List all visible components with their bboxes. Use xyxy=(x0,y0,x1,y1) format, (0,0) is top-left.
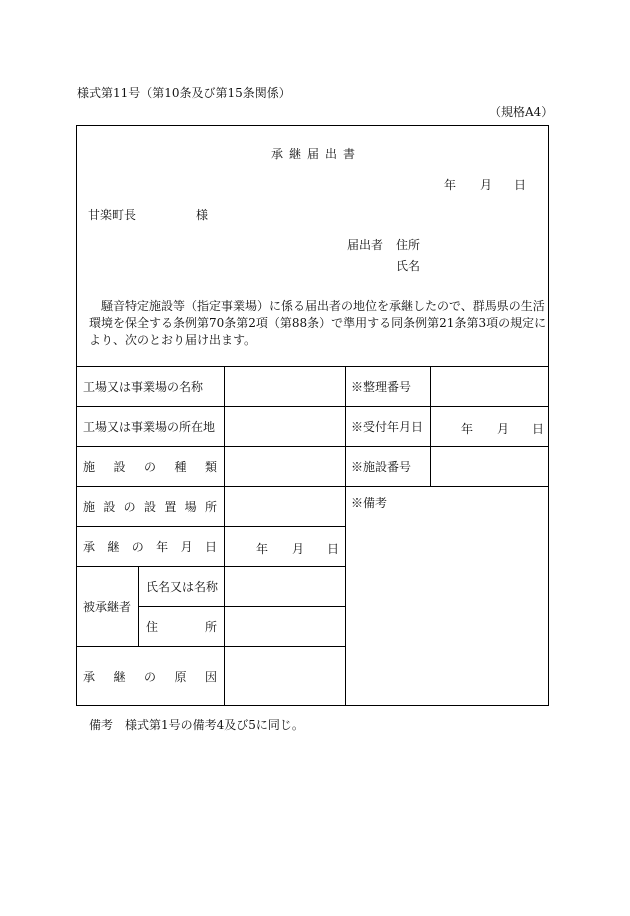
col-divider-label xyxy=(224,366,225,706)
succession-date-char: 日 xyxy=(204,539,217,554)
form-number: 様式第11号（第10条及び第15条関係） xyxy=(77,86,291,100)
facility-type-char: 施 xyxy=(83,459,96,474)
predecessor-label: 被承継者 xyxy=(83,599,132,614)
facility-place-char: 所 xyxy=(204,499,217,514)
facility-place-label xyxy=(83,486,217,526)
facility-number-label: ※施設番号 xyxy=(351,459,412,474)
footer-note: 備考 様式第1号の備考4及び5に同じ。 xyxy=(89,718,304,732)
col-divider-predecessor xyxy=(138,566,139,646)
factory-name-label: 工場又は事業場の名称 xyxy=(83,379,204,394)
col-divider-middle xyxy=(345,366,346,706)
succession-date-char: の xyxy=(131,539,144,554)
intro-text: 騒音特定施設等（指定事業場）に係る届出者の地位を承継したので、群馬県の生活環境を保全する条例第70条第2項（第88条）で準用する同条例第21条第3項の規定により、次のとおり届け出ます。 xyxy=(89,299,547,347)
cause-char: 承 xyxy=(83,669,96,684)
predecessor-address-char: 住 xyxy=(146,619,159,634)
received-day: 日 xyxy=(532,422,545,436)
col-divider-right-facility xyxy=(430,446,431,486)
notifier-name-label: 氏名 xyxy=(396,259,421,273)
addressee: 甘楽町長 xyxy=(88,208,137,222)
facility-place-char: 設 xyxy=(103,499,116,514)
facility-type-char: 類 xyxy=(204,459,217,474)
facility-type-char: 種 xyxy=(174,459,187,474)
form-title: 承継届出書 xyxy=(271,147,362,161)
notifier-label: 届出者 xyxy=(347,238,384,252)
paper-size: （規格A4） xyxy=(489,105,554,119)
succession-date-char: 月 xyxy=(180,539,193,554)
succession-day: 日 xyxy=(327,542,340,556)
received-year: 年 xyxy=(461,422,474,436)
cause-char: 継 xyxy=(113,669,126,684)
succession-month: 月 xyxy=(292,542,305,556)
succession-date-label xyxy=(83,526,217,566)
predecessor-address-label xyxy=(146,606,217,646)
facility-place-char: 置 xyxy=(164,499,177,514)
date-day-label: 日 xyxy=(514,178,527,192)
succession-date-char: 年 xyxy=(156,539,169,554)
factory-location-label: 工場又は事業場の所在地 xyxy=(83,419,216,434)
received-month: 月 xyxy=(497,422,510,436)
predecessor-name-label: 氏名又は名称 xyxy=(146,579,219,594)
succession-date-char: 承 xyxy=(83,539,96,554)
remarks-label: ※備考 xyxy=(351,496,388,510)
facility-place-char: の xyxy=(123,499,136,514)
predecessor-address-char: 所 xyxy=(204,619,217,634)
date-month-label: 月 xyxy=(480,178,493,192)
notifier-address-label: 住所 xyxy=(396,238,421,252)
col-divider-right-upper xyxy=(430,366,431,446)
ref-number-label: ※整理番号 xyxy=(351,379,412,394)
succession-date-char: 継 xyxy=(107,539,120,554)
facility-place-char: 施 xyxy=(83,499,96,514)
succession-year: 年 xyxy=(256,542,269,556)
facility-place-char: 設 xyxy=(143,499,156,514)
cause-char: 原 xyxy=(174,669,187,684)
honorific: 様 xyxy=(196,208,209,222)
cause-label xyxy=(83,646,217,706)
received-date-label: ※受付年月日 xyxy=(351,419,424,434)
facility-place-char: 場 xyxy=(184,499,197,514)
facility-type-char: 設 xyxy=(113,459,126,474)
date-year-label: 年 xyxy=(444,178,457,192)
facility-type-label xyxy=(83,446,217,486)
cause-char: 因 xyxy=(204,669,217,684)
cause-char: の xyxy=(143,669,156,684)
facility-type-char: の xyxy=(143,459,156,474)
